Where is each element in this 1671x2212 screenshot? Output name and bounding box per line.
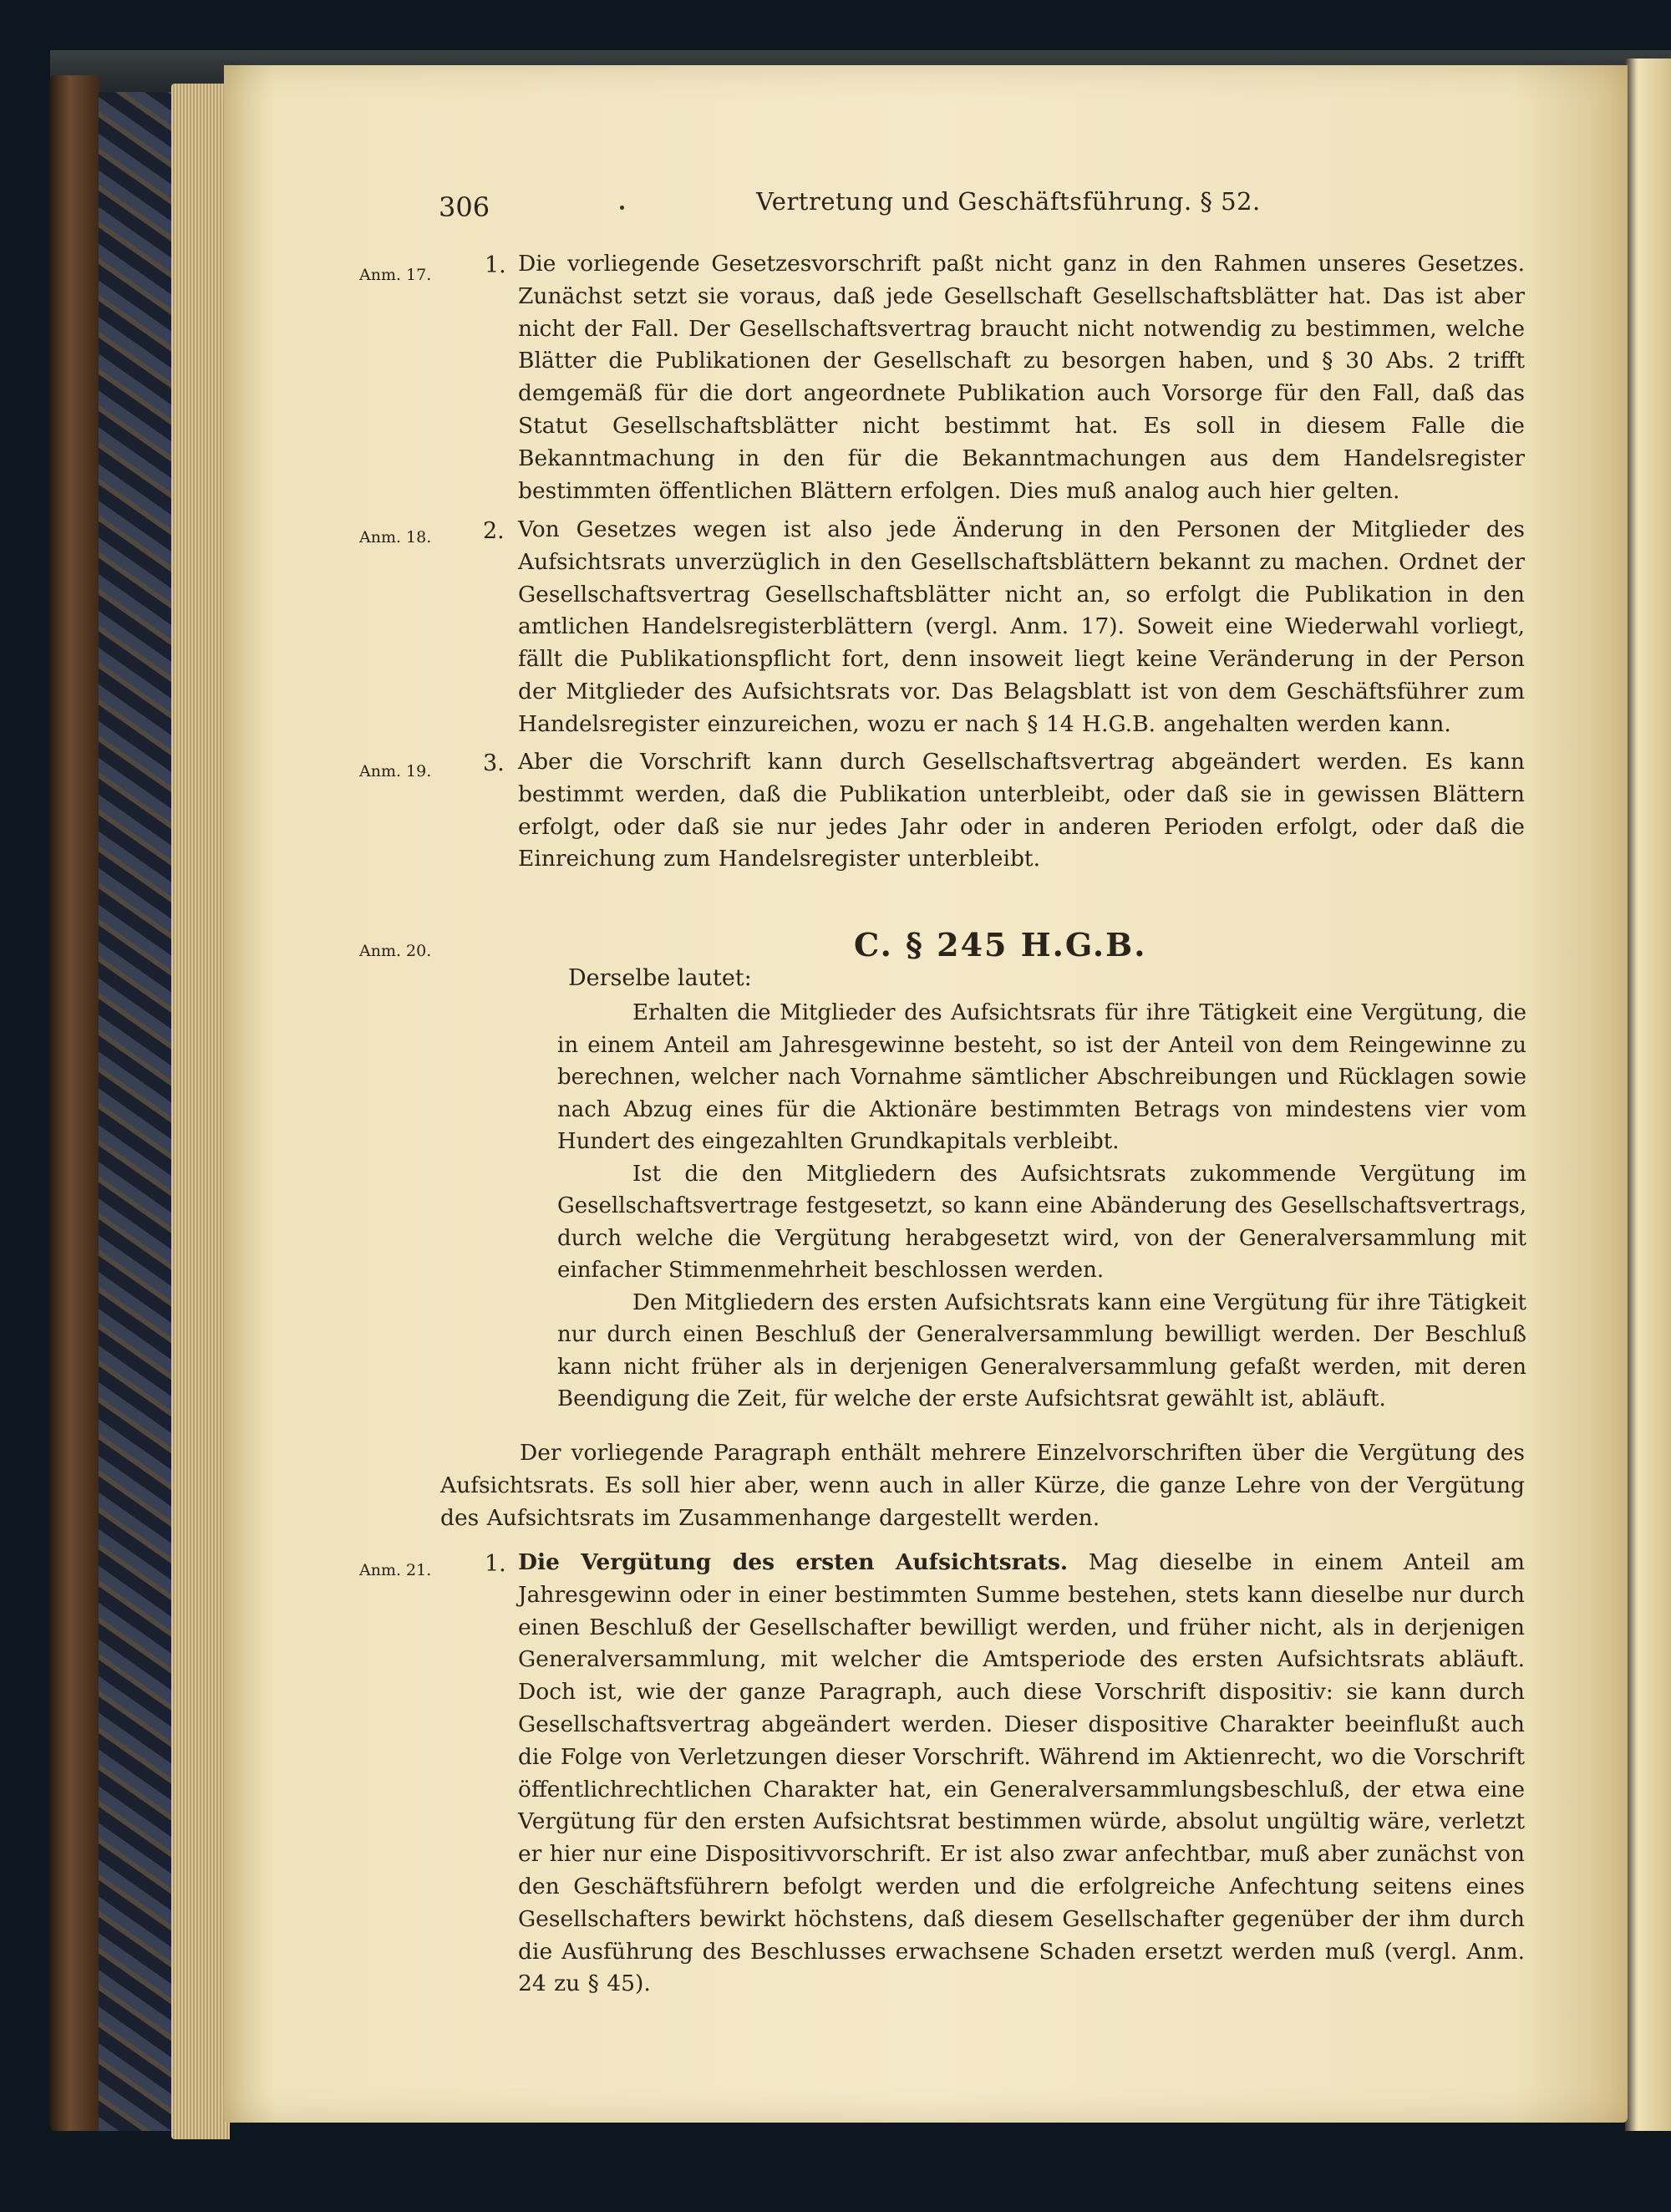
quote-paragraph-2: Ist die den Mitgliedern des Aufsichtsrats zukommende Vergütung im Gesellschaftsvertrage festgesetzt, so kann eine Abänderung des Gesellschaftsvertrags, durch welche die Vergütung herabgesetzt wird, von der Generalversammlung mit einfacher Stimmenmehrheit beschlossen werden. bbox=[557, 1161, 1526, 1283]
paragraph-anm-21 bbox=[518, 1547, 1525, 2001]
item-number: 1. bbox=[485, 252, 506, 278]
facing-page-edge bbox=[1638, 58, 1671, 2131]
margin-note-anm-18: Anm. 18. bbox=[359, 528, 432, 547]
margin-note-anm-17: Anm. 17. bbox=[359, 266, 432, 284]
marbled-endpaper bbox=[99, 92, 182, 2131]
paragraph-anm-17: Die vorliegende Gesetzesvorschrift paßt nicht ganz in den Rahmen unseres Gesetzes. Zunächst setzt sie voraus, daß jede Gesellschaft Gesellschaftsblätter hat. Das ist aber nicht der Fall. Der Gesellschaftsvertrag braucht nicht notwendig zu bestimmen, welche Blätter die Publikationen der Gesellschaft zu besorgen haben, und § 30 Abs. 2 trifft demgemäß für die dort angeordnete Publikation auch Vorsorge für den Fall, daß das Statut Gesellschaftsblätter nicht bestimmt hat. Es soll in diesem Falle die Bekanntmachung in den für die Bekanntmachungen aus dem Handelsregister bestimmten öffentlichen Blättern erfolgen. Dies muß analog auch hier gelten. bbox=[518, 251, 1525, 504]
running-title: Vertretung und Geschäftsführung. § 52. bbox=[756, 187, 1261, 216]
paragraph-anm-21-text: Mag dieselbe in einem Anteil am Jahresgewinn oder in einer bestimmten Summe bestehen, stets kann dieselbe nur durch einen Beschluß der Gesellschafter bewilligt werden, und früher nicht, als in derjenigen Generalversammlung, mit welcher die Amtsperiode des ersten Aufsichtsrats abläuft. Doch ist, wie der ganze Paragraph, auch diese Vorschrift dispositiv: sie kann durch Gesellschaftsvertrag abgeändert werden. Dieser dispositive Charakter beeinflußt auch die Folge von Verletzungen dieser Vorschrift. Während im Aktienrecht, wo die Vorschrift öffentlichrechtlichen Charakter hat, ein Generalversammlungsbeschluß, der etwa eine Vergütung für den ersten Aufsichtsrat bestimmen würde, absolut ungültig wäre, verletzt er hier nur eine Dispositivvorschrift. Er ist also zwar anfechtbar, muß aber zunächst von den Geschäftsführern befolgt werden und die erfolgreiche Anfechtung seitens eines Gesellschafters bewirkt höchstens, daß diesem Gesellschafter gegenüber der ihm durch die Ausführung des Beschlusses erwachsene Schaden ersetzt werden muß (vergl. Anm. 24 zu § 45). bbox=[518, 1549, 1525, 1997]
item-number: 3. bbox=[483, 750, 505, 776]
margin-note-anm-20: Anm. 20. bbox=[359, 942, 432, 960]
quoted-statute bbox=[557, 997, 1526, 1416]
lead-phrase: Die Vergütung des ersten Aufsichtsrats. bbox=[518, 1549, 1069, 1575]
item-number: 1. bbox=[485, 1551, 506, 1577]
page-number: 306 bbox=[439, 191, 490, 223]
section-intro: Derselbe lautet: bbox=[568, 965, 752, 991]
section-heading: C. § 245 H.G.B. bbox=[854, 926, 1147, 964]
margin-note-anm-19: Anm. 19. bbox=[359, 762, 432, 781]
paragraph-anm-18: Von Gesetzes wegen ist also jede Änderung in den Personen der Mitglieder des Aufsichtsrats unverzüglich in den Gesellschaftsblättern bekannt zu machen. Ordnet der Gesellschaftsvertrag Gesellschaftsblätter nicht an, so erfolgt die Publikation in den amtlichen Handelsregisterblättern (vergl. Anm. 17). Soweit eine Wiederwahl vorliegt, fällt die Publikationspflicht fort, denn insoweit liegt keine Veränderung in der Person der Mitglieder des Aufsichtsrats vor. Das Belagsblatt ist von dem Geschäftsführer zum Handelsregister einzureichen, wozu er nach § 14 H.G.B. angehalten werden kann. bbox=[518, 516, 1525, 737]
quote-paragraph-3: Den Mitgliedern des ersten Aufsichtsrats kann eine Vergütung für ihre Tätigkeit nur durch einen Beschluß der Generalversammlung bewilligt werden. Der Beschluß kann nicht früher als in derjenigen Generalversammlung gefaßt werden, mit deren Beendigung die Zeit, für welche der erste Aufsichtsrat gewählt ist, abläuft. bbox=[557, 1289, 1526, 1411]
margin-note-anm-21: Anm. 21. bbox=[359, 1561, 432, 1579]
quote-paragraph-1: Erhalten die Mitglieder des Aufsichtsrats für ihre Tätigkeit eine Vergütung, die in einem Anteil am Jahresgewinne besteht, so ist der Anteil von dem Reingewinne zu berechnen, welcher nach Vornahme sämtlicher Abschreibungen und Rücklagen sowie nach Abzug eines für die Aktionäre bestimmten Betrags von mindestens vier vom Hundert des eingezahlten Grundkapitals verbleibt. bbox=[557, 1000, 1526, 1154]
page-stack-edge bbox=[171, 84, 230, 2139]
commentary-paragraph: Der vorliegende Paragraph enthält mehrere Einzelvorschriften über die Vergütung des Aufsichtsrats. Es soll hier aber, wenn auch in aller Kürze, die ganze Lehre von der Vergütung des Aufsichtsrats im Zusammenhange dargestellt werden. bbox=[440, 1440, 1525, 1531]
print-dot bbox=[620, 206, 624, 210]
paragraph-anm-19: Aber die Vorschrift kann durch Gesellschaftsvertrag abgeändert werden. Es kann bestimmt werden, daß die Publikation unterbleibt, oder daß sie in gewissen Blättern erfolgt, oder daß sie nur jedes Jahr oder in anderen Perioden erfolgt, oder daß die Einreichung zum Handelsregister unterbleibt. bbox=[518, 749, 1525, 872]
book-cover-spine bbox=[50, 75, 100, 2131]
item-number: 2. bbox=[483, 518, 505, 544]
